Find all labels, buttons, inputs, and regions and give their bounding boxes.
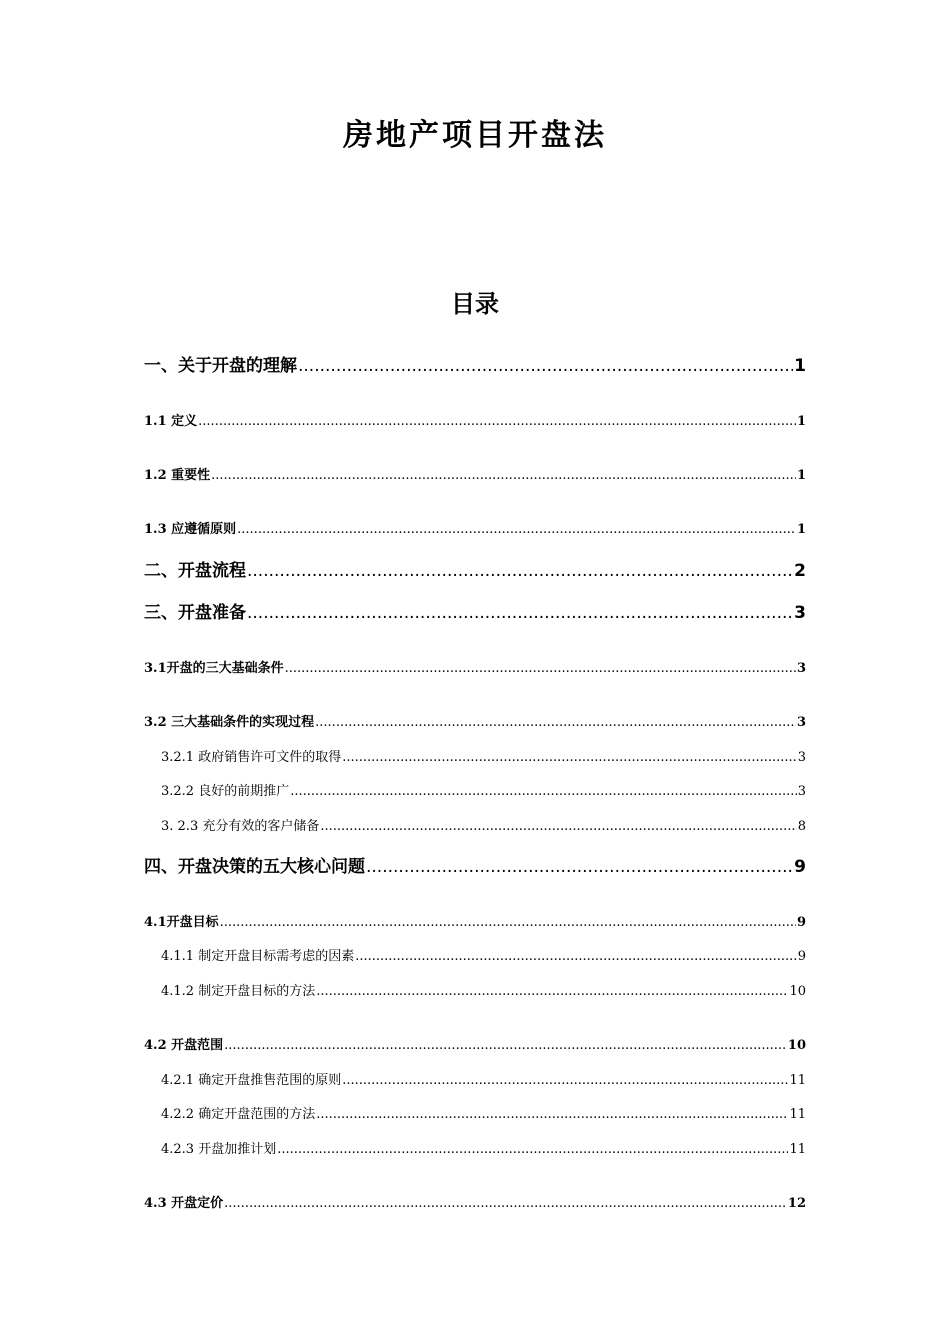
toc-entry-page: 3: [794, 603, 806, 623]
toc-entry-label: 3.2.2 良好的前期推广: [161, 784, 290, 799]
toc-entry[interactable]: [161, 1138, 806, 1157]
toc-entry-page: 1: [796, 468, 806, 483]
toc-entry[interactable]: [144, 556, 806, 581]
toc-entry[interactable]: [144, 911, 806, 930]
toc-entry-label: 4.2.2 确定开盘范围的方法: [161, 1107, 316, 1122]
toc-entry-label: 4.3 开盘定价: [144, 1196, 224, 1211]
toc-leader-dots: [342, 1073, 788, 1088]
toc-entry-page: 10: [787, 1038, 806, 1053]
toc-leader-dots: [198, 414, 796, 429]
toc-entry-label: 1.3 应遵循原则: [144, 522, 237, 537]
toc-entry[interactable]: [161, 980, 806, 999]
toc-leader-dots: [366, 857, 793, 877]
toc-entry[interactable]: [144, 598, 806, 623]
toc-entry-page: 3: [797, 784, 806, 799]
toc-entry-page: 11: [789, 1107, 806, 1122]
toc-entry-label: 一、关于开盘的理解: [144, 356, 297, 376]
toc-entry-label: 三、开盘准备: [144, 603, 246, 623]
toc-entry-page: 2: [794, 561, 806, 581]
toc-entry[interactable]: [144, 711, 806, 730]
toc-leader-dots: [220, 915, 796, 930]
toc-entry-page: 3: [796, 715, 806, 730]
toc-entry-label: 四、开盘决策的五大核心问题: [144, 857, 365, 877]
toc-entry-label: 4.1.2 制定开盘目标的方法: [161, 984, 316, 999]
toc-entry-label: 1.1 定义: [144, 414, 198, 429]
toc-entry[interactable]: [144, 410, 806, 429]
toc-entry-label: 二、开盘流程: [144, 561, 246, 581]
toc-leader-dots: [247, 603, 793, 623]
toc-entry-page: 10: [789, 984, 806, 999]
toc-entry-label: 3.2 三大基础条件的实现过程: [144, 715, 315, 730]
toc-entry[interactable]: [144, 351, 806, 376]
toc-entry-page: 3: [796, 661, 806, 676]
toc-leader-dots: [355, 949, 797, 964]
toc-entry-label: 4.1.1 制定开盘目标需考虑的因素: [161, 949, 355, 964]
toc-entry-label: 3.2.1 政府销售许可文件的取得: [161, 750, 342, 765]
toc-entry[interactable]: [144, 1192, 806, 1211]
toc-entry-page: 1: [796, 522, 806, 537]
toc-entry-label: 4.2.1 确定开盘推售范围的原则: [161, 1073, 342, 1088]
toc-leader-dots: [320, 819, 796, 834]
toc-entry-page: 9: [796, 915, 806, 930]
toc-leader-dots: [277, 1142, 788, 1157]
toc-entry[interactable]: [161, 780, 806, 799]
toc-leader-dots: [298, 356, 793, 376]
toc-leader-dots: [316, 984, 788, 999]
toc-entry-page: 1: [794, 356, 806, 376]
toc-leader-dots: [342, 750, 797, 765]
toc-entry[interactable]: [144, 852, 806, 877]
toc-entry[interactable]: [161, 1069, 806, 1088]
toc-leader-dots: [237, 522, 796, 537]
toc-entry-page: 9: [794, 857, 806, 877]
toc-entry-page: 8: [797, 819, 806, 834]
toc-leader-dots: [224, 1196, 787, 1211]
toc-heading: 目录: [451, 290, 499, 318]
toc-leader-dots: [290, 784, 797, 799]
toc-entry[interactable]: [144, 1034, 806, 1053]
toc-entry-label: 4.1开盘目标: [144, 915, 219, 930]
toc-entry-page: 3: [797, 750, 806, 765]
toc-leader-dots: [247, 561, 793, 581]
document-title: 房地产项目开盘法: [343, 118, 607, 153]
toc-entry[interactable]: [144, 518, 806, 537]
toc-entry[interactable]: [144, 657, 806, 676]
toc-entry[interactable]: [161, 945, 806, 964]
toc-entry-page: 1: [796, 414, 806, 429]
toc-entry-page: 11: [789, 1142, 806, 1157]
toc-entry-label: 4.2.3 开盘加推计划: [161, 1142, 277, 1157]
toc-entry-page: 9: [797, 949, 806, 964]
toc-entry-label: 1.2 重要性: [144, 468, 211, 483]
toc-entry[interactable]: [161, 1103, 806, 1122]
toc-leader-dots: [315, 715, 796, 730]
toc-leader-dots: [211, 468, 796, 483]
toc-entry-label: 4.2 开盘范围: [144, 1038, 224, 1053]
toc-leader-dots: [285, 661, 796, 676]
toc-leader-dots: [224, 1038, 787, 1053]
toc-entry-page: 12: [787, 1196, 806, 1211]
toc-entry[interactable]: [161, 746, 806, 765]
toc-entry-label: 3.1开盘的三大基础条件: [144, 661, 284, 676]
toc-entry[interactable]: [161, 815, 806, 834]
toc-entry-label: 3. 2.3 充分有效的客户储备: [161, 819, 320, 834]
toc-entry[interactable]: [144, 464, 806, 483]
toc-entry-page: 11: [789, 1073, 806, 1088]
toc-leader-dots: [316, 1107, 788, 1122]
